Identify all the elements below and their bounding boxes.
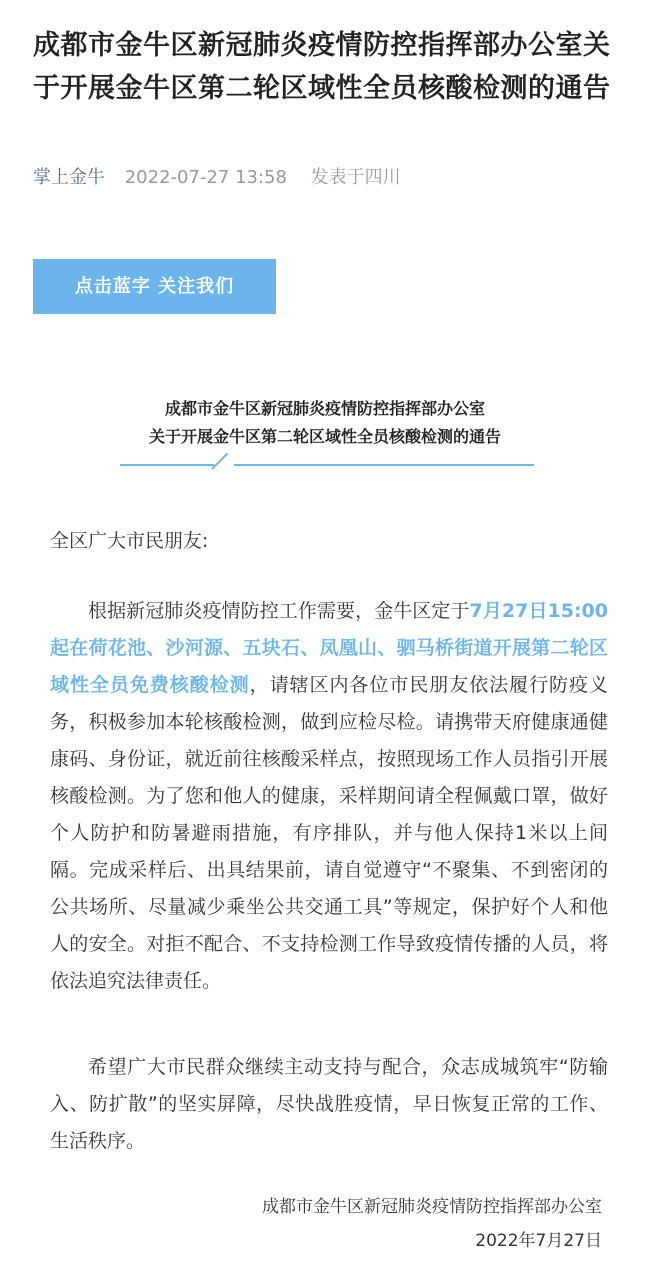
header-divider-slash [211,453,228,470]
greeting: 全区广大市民朋友: [50,530,209,552]
document-header [60,395,590,451]
signature-organization: 成都市金牛区新冠肺炎疫情防控指挥部办公室 [262,1197,602,1217]
signature-block [182,1190,602,1258]
p1-text-after: ，请辖区内各位市民朋友依法履行防疫义务，积极参加本轮核酸检测，做到应检尽检。请携带天府健康通健康码、身份证，就近前往核酸采样点，按照现场工作人员指引开展核酸检测。为了您和他人的健康，采样期间请全程佩戴口罩，做好个人防护和防暑避雨措施，有序排队，并与他人保持1米以上间隔。完成采样后、出具结果前，请自觉遵守“不聚集、不到密闭的公共场所、尽量减少乘坐公共交通工具”等规定，保护好个人和他人的安全。对拒不配合、不支持检测工作导致疫情传播的人员，将依法追究法律责任。 [50,674,608,992]
article-title: 成都市金牛区新冠肺炎疫情防控指挥部办公室关于开展金牛区第二轮区域性全员核酸检测的通告 [33,30,611,104]
follow-us-banner[interactable]: 点击蓝字 关注我们 [33,259,276,314]
body-paragraph-2: 希望广大市民群众继续主动支持与配合，众志成城筑牢“防输入、防扩散”的坚实屏障，尽快战胜疫情，早日恢复正常的工作、生活秩序。 [50,1056,608,1152]
body-paragraph-1 [50,593,608,1000]
article-meta [33,165,401,191]
p1-text-before: 根据新冠肺炎疫情防控工作需要，金牛区定于 [88,600,470,622]
signature-date: 2022年7月27日 [475,1231,602,1251]
p1-highlight-schedule: 7月27日15:00起在荷花池、沙河源、五块石、凤凰山、驷马桥街道开展第二轮区域性全员免费核酸检测 [50,600,608,696]
document-header-line-2: 关于开展金牛区第二轮区域性全员核酸检测的通告 [148,427,501,446]
header-divider-right [234,464,534,466]
publish-location: 发表于四川 [310,167,401,188]
account-name-link[interactable]: 掌上金牛 [33,167,105,188]
header-divider-left [120,464,214,466]
publish-time: 2022-07-27 13:58 [124,167,287,188]
document-header-line-1: 成都市金牛区新冠肺炎疫情防控指挥部办公室 [164,399,485,418]
